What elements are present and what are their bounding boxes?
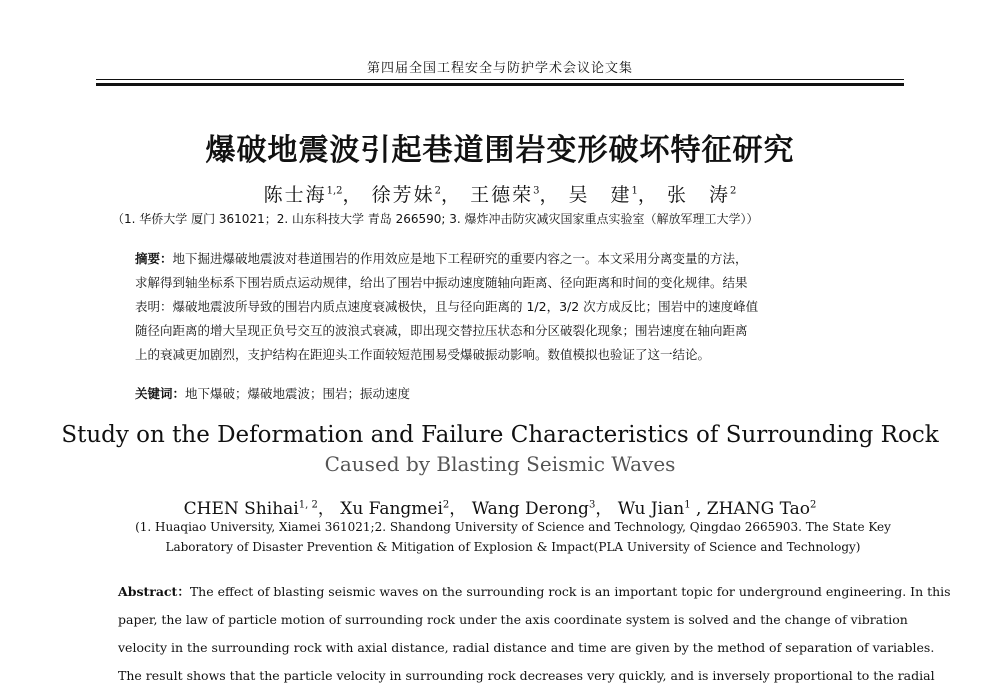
author-3: Wang Derong$^3$，: [471, 499, 613, 519]
header-rule-thick: [96, 83, 904, 86]
keywords-label: 关键词：: [135, 386, 186, 401]
running-header: 第四届全国工程安全与防护学术会议论文集: [366, 61, 633, 76]
affiliation-line: Laboratory of Disaster Prevention & Mitigation of Explosion & Impact(PLA University of Science and Technology): [165, 540, 861, 554]
author-1: CHEN Shihai$^{1, 2}$，: [183, 499, 335, 519]
author-4: Wu Jian$^1$ ,: [617, 499, 702, 519]
english-affiliations: [118, 517, 908, 557]
abstract-line: Abstract：The effect of blasting seismic waves on the surrounding rock is an important topic for underground engineering. In this: [118, 584, 951, 599]
english-title-line-1: Study on the Deformation and Failure Characteristics of Surrounding Rock: [61, 422, 939, 448]
header-rule-thin: [96, 79, 904, 80]
abstract-line: 随径向距离的增大呈现正负号交互的波浪式衰减，即出现交替拉压状态和分区破裂化现象；围岩速度在轴向距离: [135, 323, 748, 338]
chinese-keywords: [135, 384, 410, 402]
abstract-line: 表明：爆破地震波所导致的围岩内质点速度衰减极快，且与径向距离的 1/2，3/2 次方成反比；围岩中的速度峰值: [135, 299, 759, 314]
chinese-authors: [0, 180, 1000, 207]
chinese-affiliations: （1. 华侨大学 厦门 361021；2. 山东科技大学 青岛 266590; 3. 爆炸冲击防灾减灾国家重点实验室（解放军理工大学））: [112, 212, 759, 226]
author-2: 徐芳妹$^2$，: [371, 184, 463, 206]
chinese-title: 爆破地震波引起巷道围岩变形破坏特征研究: [205, 133, 795, 168]
abstract-line: 摘要：地下掘进爆破地震波对巷道围岩的作用效应是地下工程研究的重要内容之一。本文采用分离变量的方法，: [135, 251, 748, 266]
author-1: 陈士海$^{1,2}$，: [263, 184, 364, 206]
author-4: 吴 建$^1$，: [568, 184, 659, 206]
keywords-text: 地下爆破；爆破地震波；围岩；振动速度: [185, 386, 411, 401]
abstract-line: 上的衰减更加剧烈，支护结构在距迎头工作面较短范围易受爆破振动影响。数值模拟也验证了这一结论。: [135, 347, 711, 362]
english-title-line-2: Caused by Blasting Seismic Waves: [324, 452, 676, 476]
abstract-label: 摘要：: [135, 251, 173, 266]
author-5: 张 涛$^2$: [666, 184, 737, 206]
abstract-line: paper, the law of particle motion of surrounding rock under the axis coordinate system is solved and the change of vibration: [118, 612, 908, 627]
abstract-line: The result shows that the particle velocity in surrounding rock decreases very quickly, and is inversely proportional to the radial: [118, 668, 935, 683]
abstract-label: Abstract：: [118, 584, 190, 599]
author-2: Xu Fangmei$^2$，: [340, 499, 467, 519]
abstract-line: velocity in the surrounding rock with axial distance, radial distance and time are given by the method of separation of variables.: [118, 640, 935, 655]
abstract-line: 求解得到轴坐标系下围岩质点运动规律，给出了围岩中振动速度随轴向距离、径向距离和时间的变化规律。结果: [135, 275, 748, 290]
chinese-abstract: [135, 247, 880, 367]
author-5: ZHANG Tao$^2$: [706, 499, 817, 519]
english-authors: [0, 494, 1000, 519]
author-3: 王德荣$^3$，: [470, 184, 561, 206]
affiliation-line: (1. Huaqiao University, Xiamei 361021;2. Shandong University of Science and Technology, Qingdao 2665903. The State Key: [135, 520, 891, 534]
english-abstract: [118, 578, 951, 690]
